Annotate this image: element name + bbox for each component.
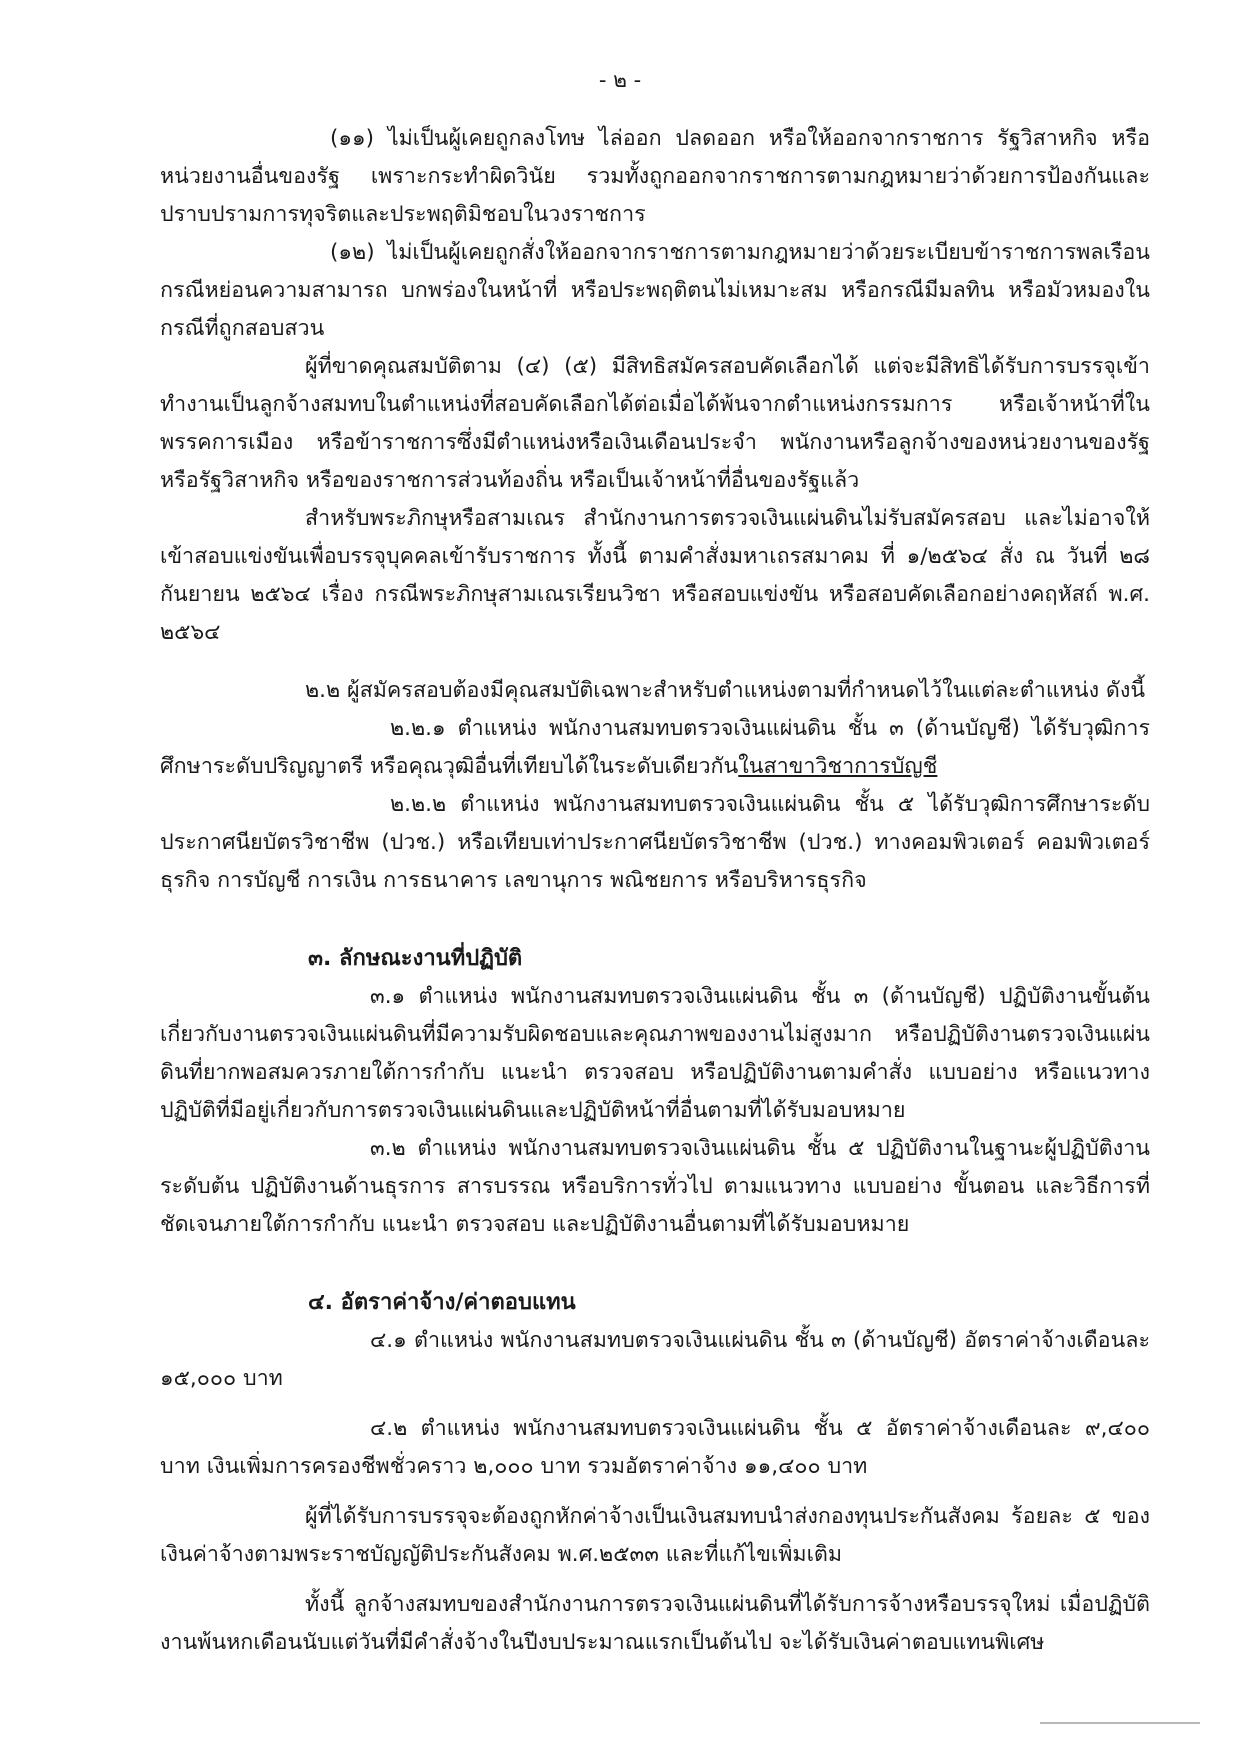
social-security-paragraph: ผู้ที่ได้รับการบรรจุจะต้องถูกหักค่าจ้างเป็นเงินสมทบนำส่งกองทุนประกันสังคม ร้อยละ ๕ ของเงินค่าจ้างตามพระราชบัญญัติประกันสังคม พ.ศ.๒๕๓๓ และที่แก้ไขเพิ่มเติม (160, 1504, 1150, 1567)
accounting-field-underlined: ในสาขาวิชาการบัญชี (738, 754, 938, 779)
document-body (160, 120, 1150, 1662)
section-3-2-paragraph: ๓.๒ ตำแหน่ง พนักงานสมทบตรวจเงินแผ่นดิน ชั้น ๕ ปฏิบัติงานในฐานะผู้ปฏิบัติงานระดับต้น ปฏิบัติงานด้านธุรการ สารบรรณ หรือบริการทั่วไป ตามแนวทาง แบบอย่าง ขั้นตอน และวิธีการที่ชัดเจนภายใต้การกำกับ แนะนำ ตรวจสอบ และปฏิบัติงานอื่นตามที่ได้รับมอบหมาย (160, 1136, 1150, 1237)
section-3-heading: ๓. ลักษณะงานที่ปฏิบัติ (308, 946, 523, 971)
item-12-paragraph: (๑๒) ไม่เป็นผู้เคยถูกสั่งให้ออกจากราชการตามกฎหมายว่าด้วยระเบียบข้าราชการพลเรือน กรณีหย่อนความสามารถ บกพร่องในหน้าที่ หรือประพฤติตนไม่เหมาะสม หรือกรณีมีมลทิน หรือมัวหมองในกรณีที่ถูกสอบสวน (160, 240, 1150, 341)
section-4-2-paragraph: ๔.๒ ตำแหน่ง พนักงานสมทบตรวจเงินแผ่นดิน ชั้น ๕ อัตราค่าจ้างเดือนละ ๙,๔๐๐ บาท เงินเพิ่มการครองชีพชั่วคราว ๒,๐๐๐ บาท รวมอัตราค่าจ้าง ๑๑,๔๐๐ บาท (160, 1416, 1150, 1479)
section-2-2-paragraph: ๒.๒ ผู้สมัครสอบต้องมีคุณสมบัติเฉพาะสำหรับตำแหน่งตามที่กำหนดไว้ในแต่ละตำแหน่ง ดังนี้ (305, 678, 1146, 703)
section-2-2-1-paragraph (160, 710, 1150, 786)
monks-paragraph: สำหรับพระภิกษุหรือสามเณร สำนักงานการตรวจเงินแผ่นดินไม่รับสมัครสอบ และไม่อาจให้เข้าสอบแข่งขันเพื่อบรรจุบุคคลเข้ารับราชการ ทั้งนี้ ตามคำสั่งมหาเถรสมาคม ที่ ๑/๒๕๖๔ สั่ง ณ วันที่ ๒๘ กันยายน ๒๕๖๔ เรื่อง กรณีพระภิกษุสามเณรเรียนวิชา หรือสอบแข่งขัน หรือสอบคัดเลือกอย่างคฤหัสถ์ พ.ศ. ๒๕๖๔ (160, 506, 1150, 645)
section-3-1-paragraph: ๓.๑ ตำแหน่ง พนักงานสมทบตรวจเงินแผ่นดิน ชั้น ๓ (ด้านบัญชี) ปฏิบัติงานขั้นต้นเกี่ยวกับงานตรวจเงินแผ่นดินที่มีความรับผิดชอบและคุณภาพของงานไม่สูงมาก หรือปฏิบัติงานตรวจเงินแผ่นดินที่ยากพอสมควรภายใต้การกำกับ แนะนำ ตรวจสอบ หรือปฏิบัติงานตามคำสั่ง แบบอย่าง หรือแนวทางปฏิบัติที่มีอยู่เกี่ยวกับการตรวจเงินแผ่นดินและปฏิบัติหน้าที่อื่นตามที่ได้รับมอบหมาย (160, 984, 1150, 1123)
page-number: - ๒ - (598, 68, 642, 92)
section-2-2-1-text: ๒.๒.๑ ตำแหน่ง พนักงานสมทบตรวจเงินแผ่นดิน ชั้น ๓ (ด้านบัญชี) ได้รับวุฒิการศึกษาระดับปริญญาตรี หรือคุณวุฒิอื่นที่เทียบได้ในระดับเดียวกัน (160, 716, 1150, 779)
section-4-1-paragraph: ๔.๑ ตำแหน่ง พนักงานสมทบตรวจเงินแผ่นดิน ชั้น ๓ (ด้านบัญชี) อัตราค่าจ้างเดือนละ ๑๕,๐๐๐ บาท (160, 1328, 1150, 1391)
scan-mark-bottom (1040, 1722, 1200, 1724)
special-compensation-paragraph: ทั้งนี้ ลูกจ้างสมทบของสำนักงานการตรวจเงินแผ่นดินที่ได้รับการจ้างหรือบรรจุใหม่ เมื่อปฏิบัติงานพ้นหกเดือนนับแต่วันที่มีคำสั่งจ้างในปีงบประมาณแรกเป็นต้นไป จะได้รับเงินค่าตอบแทนพิเศษ (160, 1592, 1150, 1655)
item-11-paragraph: (๑๑) ไม่เป็นผู้เคยถูกลงโทษ ไล่ออก ปลดออก หรือให้ออกจากราชการ รัฐวิสาหกิจ หรือหน่วยงานอื่นของรัฐ เพราะกระทำผิดวินัย รวมทั้งถูกออกจากราชการตามกฎหมายว่าด้วยการป้องกันและปราบปรามการทุจริตและประพฤติมิชอบในวงราชการ (160, 126, 1150, 227)
lacking-qualifications-paragraph: ผู้ที่ขาดคุณสมบัติตาม (๔) (๕) มีสิทธิสมัครสอบคัดเลือกได้ แต่จะมีสิทธิได้รับการบรรจุเข้าทำงานเป็นลูกจ้างสมทบในตำแหน่งที่สอบคัดเลือกได้ต่อเมื่อได้พ้นจากตำแหน่งกรรมการ หรือเจ้าหน้าที่ในพรรคการเมือง หรือข้าราชการซึ่งมีตำแหน่งหรือเงินเดือนประจำ พนักงานหรือลูกจ้างของหน่วยงานของรัฐ หรือรัฐวิสาหกิจ หรือของราชการส่วนท้องถิ่น หรือเป็นเจ้าหน้าที่อื่นของรัฐแล้ว (160, 354, 1150, 493)
section-4-heading: ๔. อัตราค่าจ้าง/ค่าตอบแทน (308, 1290, 576, 1315)
section-2-2-2-paragraph: ๒.๒.๒ ตำแหน่ง พนักงานสมทบตรวจเงินแผ่นดิน ชั้น ๕ ได้รับวุฒิการศึกษาระดับประกาศนียบัตรวิชาชีพ (ปวช.) หรือเทียบเท่าประกาศนียบัตรวิชาชีพ (ปวช.) ทางคอมพิวเตอร์ คอมพิวเตอร์ธุรกิจ การบัญชี การเงิน การธนาคาร เลขานุการ พณิชยการ หรือบริหารธุรกิจ (160, 792, 1150, 893)
